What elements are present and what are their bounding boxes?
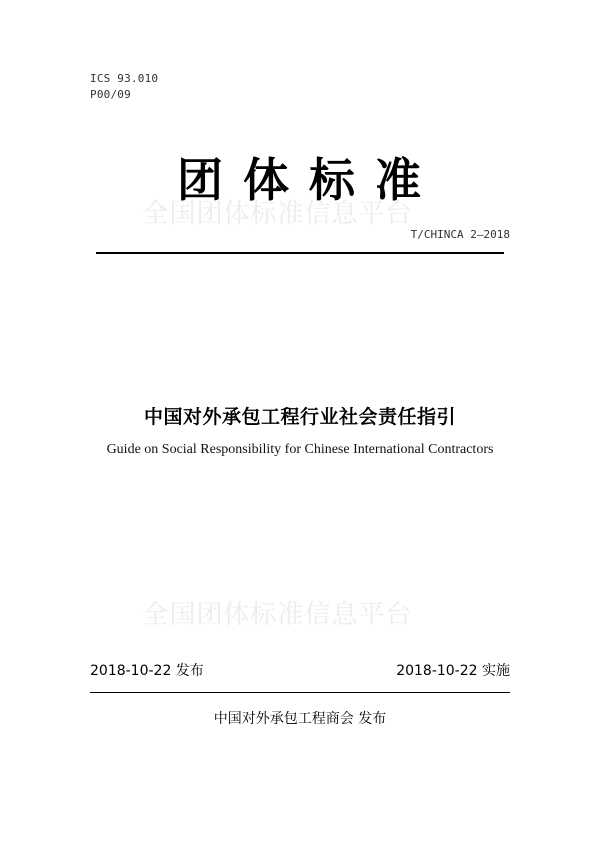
issue-date: 2018-10-22 发布 — [90, 663, 204, 679]
footer-divider — [90, 692, 510, 693]
implementation-date: 2018-10-22 实施 — [396, 663, 510, 679]
watermark-bottom: 全国团体标准信息平台 — [142, 600, 413, 630]
document-title-chinese: 中国对外承包工程行业社会责任指引 — [143, 406, 456, 428]
document-title-english: Guide on Social Responsibility for Chinese International Contractors — [106, 442, 494, 457]
standard-type-heading: 团 体 标 准 — [176, 153, 424, 207]
ccs-code: P00/09 — [90, 88, 131, 101]
standard-number: T/CHINCA 2—2018 — [410, 228, 510, 241]
watermark-top: 全国团体标准信息平台 — [142, 199, 413, 229]
header-divider — [96, 252, 504, 254]
publisher: 中国对外承包工程商会 发布 — [213, 711, 387, 727]
ics-code: ICS 93.010 — [90, 72, 159, 85]
